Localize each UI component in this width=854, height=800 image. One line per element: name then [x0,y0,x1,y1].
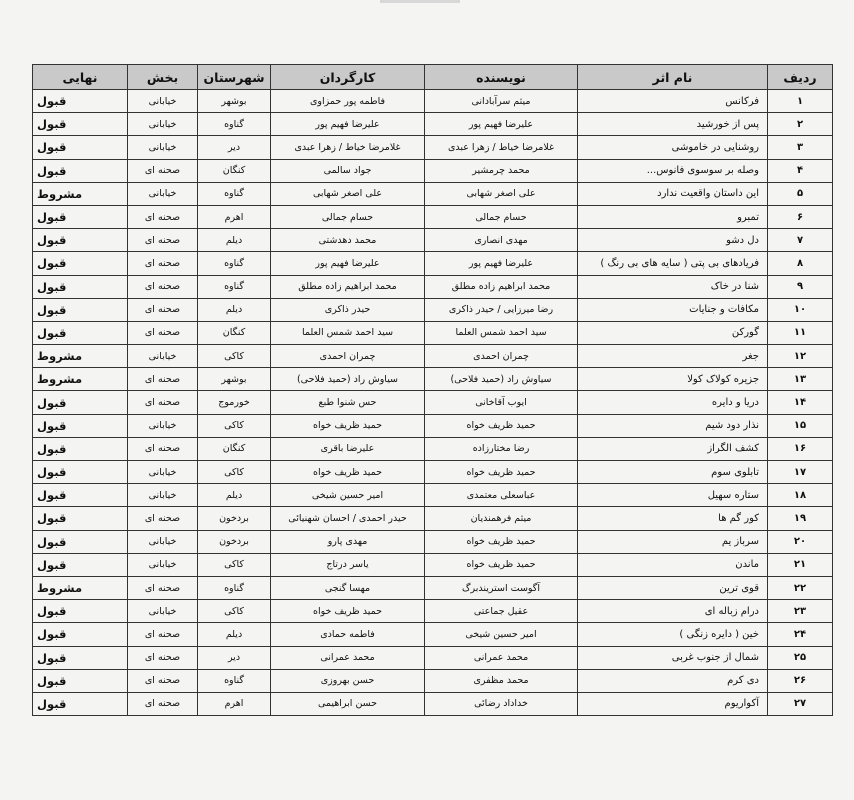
cell-num: ۱۰ [768,298,833,321]
cell-section: صحنه ای [128,321,198,344]
cell-title: دریا و دایره [578,391,768,414]
cell-num: ۵ [768,182,833,205]
cell-title: ستاره سهیل [578,484,768,507]
header-section: بخش [128,65,198,90]
cell-director: فاطمه پور حمزاوی [271,90,425,113]
cell-author: غلامرضا خیاط / زهرا عبدی [425,136,578,159]
table-row [33,113,833,136]
cell-title: درام زباله ای [578,600,768,623]
cell-author: عباسعلی معتمدی [425,484,578,507]
cell-author: حمید ظریف خواه [425,530,578,553]
table-row [33,600,833,623]
cell-director: حسام جمالی [271,205,425,228]
cell-num: ۲۵ [768,646,833,669]
cell-final: قبول [33,136,128,159]
cell-final: قبول [33,391,128,414]
table-row [33,437,833,460]
cell-city: بردخون [198,530,271,553]
cell-director: غلامرضا خیاط / زهرا عبدی [271,136,425,159]
cell-title: فریادهای بی پتی ( سایه های بی رنگ ) [578,252,768,275]
cell-title: جغر [578,345,768,368]
cell-final: قبول [33,275,128,298]
cell-director: جواد سالمی [271,159,425,182]
cell-director: محمد دهدشتی [271,229,425,252]
table-row [33,205,833,228]
cell-author: ایوب آقاخانی [425,391,578,414]
cell-num: ۱۳ [768,368,833,391]
cell-final: قبول [33,507,128,530]
cell-city: گناوه [198,275,271,298]
cell-num: ۱ [768,90,833,113]
cell-city: گناوه [198,576,271,599]
cell-director: حسن ابراهیمی [271,692,425,715]
cell-title: ماندن [578,553,768,576]
cell-director: علی اصغر شهابی [271,182,425,205]
cell-final: قبول [33,414,128,437]
cell-section: صحنه ای [128,391,198,414]
cell-final: قبول [33,484,128,507]
cell-section: صحنه ای [128,229,198,252]
cell-director: حمید ظریف خواه [271,600,425,623]
cell-title: جزیره کولاک کولا [578,368,768,391]
cell-author: سیاوش راد (حمید فلاحی) [425,368,578,391]
cell-final: قبول [33,692,128,715]
cell-final: قبول [33,669,128,692]
cell-director: حمید ظریف خواه [271,414,425,437]
cell-city: دیلم [198,484,271,507]
cell-num: ۱۹ [768,507,833,530]
cell-title: مکافات و جنایات [578,298,768,321]
table-row [33,90,833,113]
cell-author: محمد ابراهیم زاده مطلق [425,275,578,298]
cell-section: خیابانی [128,136,198,159]
cell-city: کاکی [198,414,271,437]
cell-final: قبول [33,623,128,646]
cell-director: حیدر احمدی / احسان شهنیائی [271,507,425,530]
cell-section: صحنه ای [128,368,198,391]
header-director: کارگردان [271,65,425,90]
table-row [33,368,833,391]
cell-director: سیاوش راد (حمید فلاحی) [271,368,425,391]
table-row [33,530,833,553]
cell-num: ۸ [768,252,833,275]
table-row [33,345,833,368]
table-row [33,229,833,252]
header-author: نویسنده [425,65,578,90]
cell-city: دیلم [198,229,271,252]
cell-title: وصله بر سوسوی فانوس... [578,159,768,182]
cell-final: قبول [33,205,128,228]
cell-section: خیابانی [128,345,198,368]
cell-city: اهرم [198,692,271,715]
cell-title: تمبرو [578,205,768,228]
cell-title: پس از خورشید [578,113,768,136]
cell-author: خداداد رضائی [425,692,578,715]
table-body [33,90,833,716]
cell-title: گورکن [578,321,768,344]
cell-director: مهسا گنجی [271,576,425,599]
cell-author: میثم فرهمندیان [425,507,578,530]
cell-author: رضا میرزایی / حیدر ذاکری [425,298,578,321]
header-title: نام اثر [578,65,768,90]
cell-final: قبول [33,159,128,182]
table-row [33,553,833,576]
cell-city: اهرم [198,205,271,228]
cell-city: کاکی [198,345,271,368]
table-row [33,507,833,530]
cell-author: سید احمد شمس العلما [425,321,578,344]
cell-author: محمد عمرانی [425,646,578,669]
cell-section: صحنه ای [128,159,198,182]
cell-num: ۱۴ [768,391,833,414]
cell-author: علی اصغر شهابی [425,182,578,205]
cell-final: قبول [33,321,128,344]
header-final: نهایی [33,65,128,90]
cell-title: شنا در خاک [578,275,768,298]
cell-director: حیدر ذاکری [271,298,425,321]
cell-section: خیابانی [128,600,198,623]
table-row [33,298,833,321]
cell-final: مشروط [33,368,128,391]
cell-city: کنگان [198,159,271,182]
cell-section: خیابانی [128,553,198,576]
cell-director: مهدی پارو [271,530,425,553]
table-row [33,692,833,715]
cell-author: علیرضا فهیم پور [425,113,578,136]
cell-author: محمد مظفری [425,669,578,692]
cell-city: کاکی [198,553,271,576]
cell-num: ۱۵ [768,414,833,437]
cell-final: قبول [33,252,128,275]
cell-city: کنگان [198,321,271,344]
cell-num: ۱۱ [768,321,833,344]
cell-final: قبول [33,113,128,136]
cell-city: کاکی [198,461,271,484]
cell-director: چمران احمدی [271,345,425,368]
header-num: ردیف [768,65,833,90]
cell-city: گناوه [198,252,271,275]
cell-title: سرباز یم [578,530,768,553]
cell-section: صحنه ای [128,298,198,321]
cell-author: محمد چرمشیر [425,159,578,182]
cell-director: علیرضا فهیم پور [271,113,425,136]
cell-final: مشروط [33,182,128,205]
cell-city: گناوه [198,182,271,205]
table-row [33,391,833,414]
cell-city: گناوه [198,669,271,692]
cell-section: صحنه ای [128,669,198,692]
cell-section: صحنه ای [128,252,198,275]
cell-num: ۶ [768,205,833,228]
cell-title: کشف الگراز [578,437,768,460]
table-row [33,461,833,484]
cell-director: محمد ابراهیم زاده مطلق [271,275,425,298]
cell-num: ۲۶ [768,669,833,692]
cell-num: ۲۱ [768,553,833,576]
cell-title: نذار دود شیم [578,414,768,437]
cell-director: علیرضا باقری [271,437,425,460]
cell-author: حمید ظریف خواه [425,414,578,437]
cell-title: این داستان واقعیت ندارد [578,182,768,205]
cell-num: ۲۲ [768,576,833,599]
cell-title: شمال از جنوب غربی [578,646,768,669]
table-row [33,182,833,205]
cell-title: دی کرم [578,669,768,692]
header-city: شهرستان [198,65,271,90]
cell-final: قبول [33,298,128,321]
cell-section: صحنه ای [128,576,198,599]
cell-title: روشنایی در خاموشی [578,136,768,159]
cell-city: بوشهر [198,368,271,391]
table-row [33,623,833,646]
cell-author: حسام جمالی [425,205,578,228]
cell-city: کنگان [198,437,271,460]
cell-city: بوشهر [198,90,271,113]
cell-final: قبول [33,437,128,460]
cell-author: میثم سرآبادانی [425,90,578,113]
cell-director: حمید ظریف خواه [271,461,425,484]
cell-section: صحنه ای [128,437,198,460]
cell-city: خورموج [198,391,271,414]
cell-city: بردخون [198,507,271,530]
cell-title: دل دشو [578,229,768,252]
table-row [33,669,833,692]
cell-title: فرکانس [578,90,768,113]
cell-section: خیابانی [128,182,198,205]
table-header-row [33,65,833,90]
cell-director: سید احمد شمس العلما [271,321,425,344]
table-row [33,136,833,159]
cell-final: قبول [33,530,128,553]
cell-final: قبول [33,90,128,113]
cell-title: آکواریوم [578,692,768,715]
cell-section: خیابانی [128,530,198,553]
table-row [33,484,833,507]
results-table [32,64,833,716]
table-row [33,275,833,298]
cell-num: ۲۰ [768,530,833,553]
cell-director: حسن بهروزی [271,669,425,692]
results-table-container [32,64,832,716]
cell-author: مهدی انصاری [425,229,578,252]
cell-section: خیابانی [128,414,198,437]
cell-author: حمید ظریف خواه [425,553,578,576]
cell-final: مشروط [33,576,128,599]
cell-author: امیر حسین شیخی [425,623,578,646]
table-row [33,252,833,275]
cell-num: ۱۷ [768,461,833,484]
cell-title: تابلوی سوم [578,461,768,484]
cell-num: ۷ [768,229,833,252]
cell-num: ۲۴ [768,623,833,646]
cell-final: مشروط [33,345,128,368]
cell-final: قبول [33,646,128,669]
cell-author: چمران احمدی [425,345,578,368]
table-row [33,159,833,182]
cell-final: قبول [33,461,128,484]
cell-author: رضا مختارزاده [425,437,578,460]
cell-num: ۲ [768,113,833,136]
cell-num: ۱۲ [768,345,833,368]
cell-title: کور گم ها [578,507,768,530]
cell-section: صحنه ای [128,275,198,298]
cell-section: خیابانی [128,113,198,136]
cell-director: حس شنوا طبع [271,391,425,414]
cell-num: ۲۷ [768,692,833,715]
cell-city: کاکی [198,600,271,623]
cell-city: دیر [198,136,271,159]
table-row [33,576,833,599]
cell-num: ۴ [768,159,833,182]
cell-section: صحنه ای [128,205,198,228]
cell-author: آگوست استریندبرگ [425,576,578,599]
cell-city: دیلم [198,298,271,321]
table-row [33,321,833,344]
cell-section: خیابانی [128,461,198,484]
cell-director: امیر حسین شیخی [271,484,425,507]
cell-author: علیرضا فهیم پور [425,252,578,275]
cell-section: صحنه ای [128,507,198,530]
table-row [33,414,833,437]
cell-final: قبول [33,553,128,576]
cell-section: صحنه ای [128,623,198,646]
cell-director: یاسر درتاج [271,553,425,576]
cell-director: فاطمه حمادی [271,623,425,646]
cell-director: علیرضا فهیم پور [271,252,425,275]
cell-num: ۹ [768,275,833,298]
cell-section: خیابانی [128,90,198,113]
cell-final: قبول [33,229,128,252]
cell-num: ۲۳ [768,600,833,623]
cell-num: ۳ [768,136,833,159]
table-row [33,646,833,669]
cell-city: گناوه [198,113,271,136]
cell-section: صحنه ای [128,692,198,715]
cell-director: محمد عمرانی [271,646,425,669]
cell-author: عقیل جماعتی [425,600,578,623]
cell-num: ۱۶ [768,437,833,460]
cell-title: خین ( دایره زنگی ) [578,623,768,646]
cell-final: قبول [33,600,128,623]
cell-author: حمید ظریف خواه [425,461,578,484]
cell-section: خیابانی [128,484,198,507]
cell-city: دیر [198,646,271,669]
cell-title: قوی ترین [578,576,768,599]
cell-section: صحنه ای [128,646,198,669]
cell-num: ۱۸ [768,484,833,507]
cell-city: دیلم [198,623,271,646]
top-edge-mark [380,0,460,3]
